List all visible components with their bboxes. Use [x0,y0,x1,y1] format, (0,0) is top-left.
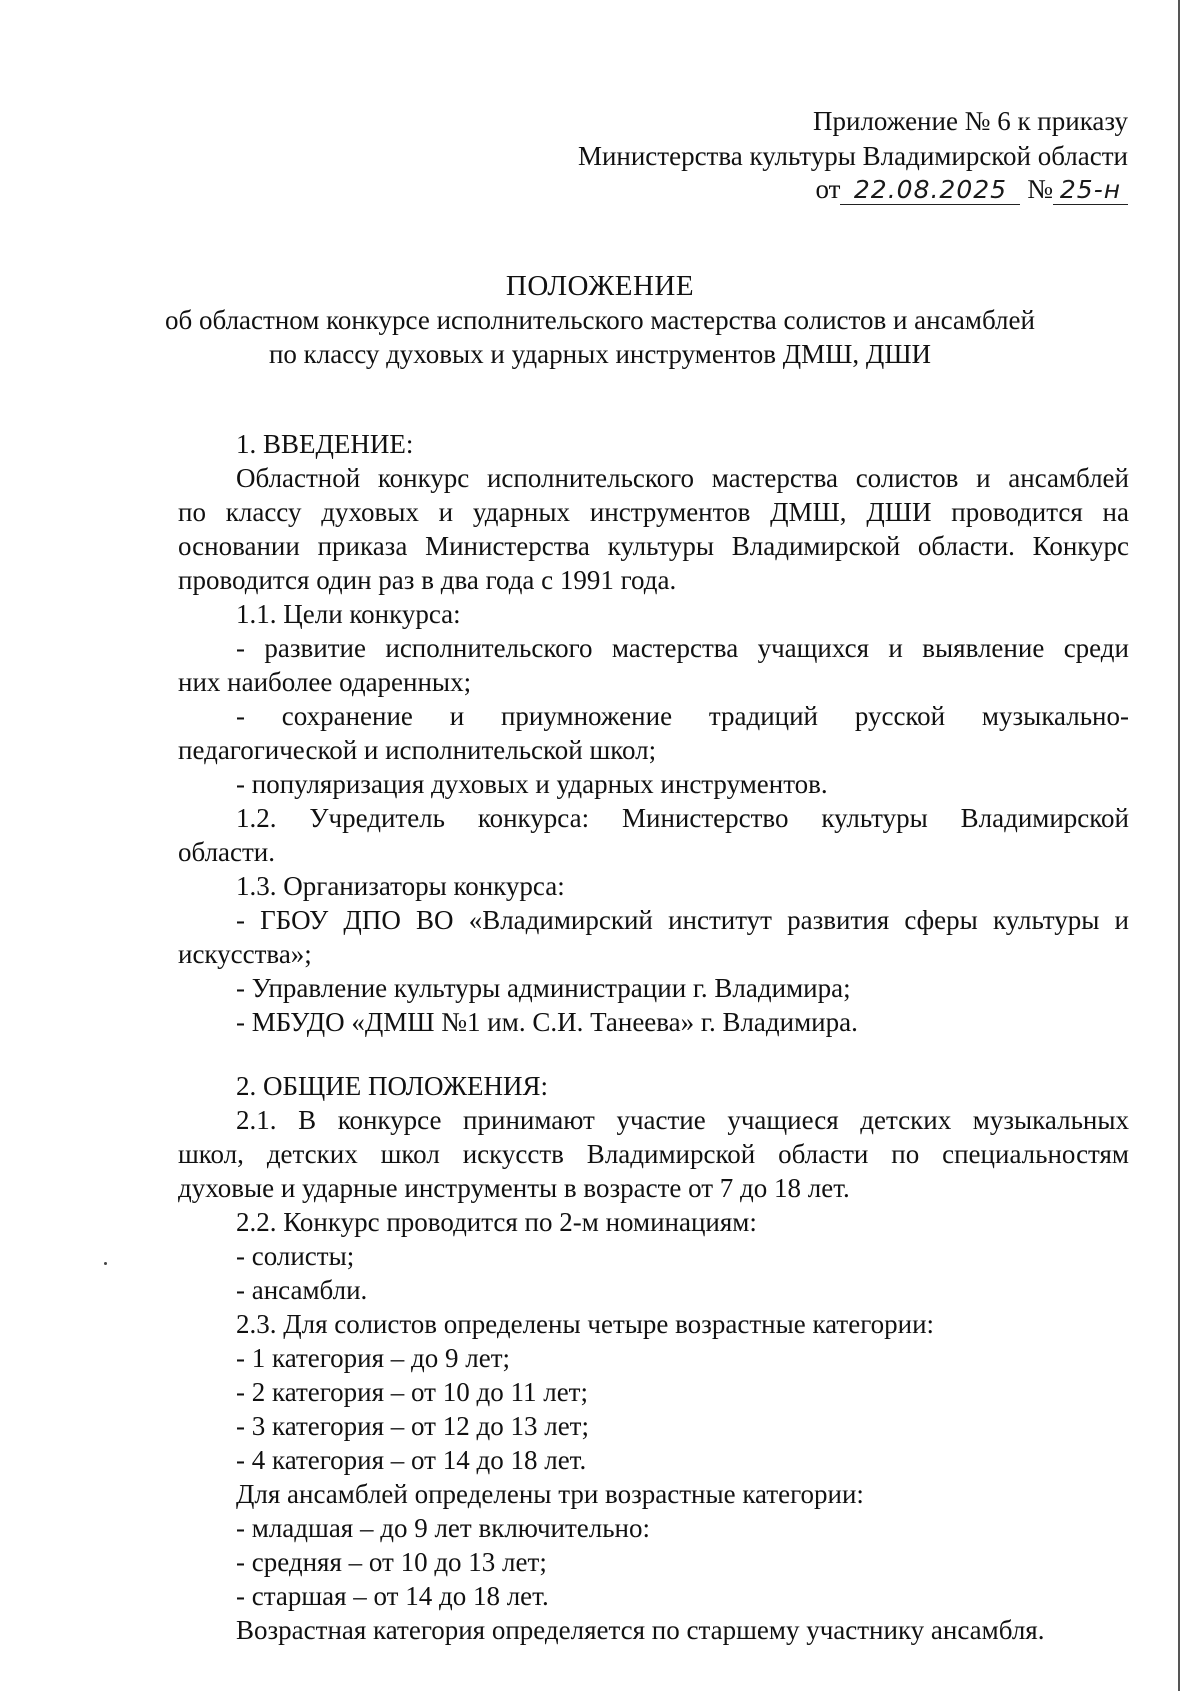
document-title: ПОЛОЖЕНИЕ [505,270,695,302]
intro-line-1: Областной конкурс исполнительского мастерства солистов и ансамблей [236,463,1129,493]
founder-line-2: области. [178,837,276,867]
category-3: - 3 категория – от 12 до 13 лет; [236,1411,589,1441]
from-label: от [815,174,841,204]
organizer-1-line-1: - ГБОУ ДПО ВО «Владимирский институт развития сферы культуры и [236,905,1129,935]
organizers-heading: 1.3. Организаторы конкурса: [236,871,565,901]
goal-2-line-2: педагогической и исполнительской школ; [178,735,657,765]
category-2: - 2 категория – от 10 до 11 лет; [236,1377,588,1407]
subtitle-line-2: по классу духовых и ударных инструментов ДМШ, ДШИ [268,339,932,369]
section-1-heading: 1. ВВЕДЕНИЕ: [236,429,414,459]
organizer-1-line-2: искусства»; [178,939,312,969]
ensemble-categories-heading: Для ансамблей определены три возрастные категории: [236,1479,864,1509]
organizer-2: - Управление культуры администрации г. Владимира; [236,973,851,1003]
ministry-line: Министерства культуры Владимирской области [577,141,1128,171]
nomination-ensembles: - ансамбли. [236,1275,368,1305]
intro-line-4: проводится один раз в два года с 1991 года. [178,565,677,595]
ensemble-junior: - младшая – до 9 лет включительно: [236,1513,650,1543]
scan-edge-line [1178,0,1180,1691]
order-date-number-line [0,173,1128,205]
p21-line-1: 2.1. В конкурсе принимают участие учащиеся детских музыкальных [236,1105,1129,1135]
intro-line-2: по классу духовых и ударных инструментов ДМШ, ДШИ проводится на [178,497,1129,527]
goal-1-line-2: них наиболее одаренных; [178,667,472,697]
handwritten-number: 25-н [1053,176,1128,205]
appendix-line: Приложение № 6 к приказу [813,106,1128,136]
intro-line-3: основании приказа Министерства культуры Владимирской области. Конкурс [178,531,1129,561]
category-1: - 1 категория – до 9 лет; [236,1343,511,1373]
category-4: - 4 категория – от 14 до 18 лет. [236,1445,587,1475]
age-category-note: Возрастная категория определяется по старшему участнику ансамбля. [236,1615,1045,1645]
section-2-heading: 2. ОБЩИЕ ПОЛОЖЕНИЯ: [236,1071,548,1101]
goals-heading: 1.1. Цели конкурса: [236,599,461,629]
nomination-soloists: - солисты; [236,1241,355,1271]
p21-line-3: духовые и ударные инструменты в возрасте от 7 до 18 лет. [178,1173,850,1203]
p23: 2.3. Для солистов определены четыре возрастные категории: [236,1309,935,1339]
founder-line-1: 1.2. Учредитель конкурса: Министерство культуры Владимирской [236,803,1129,833]
subtitle-line-1: об областном конкурсе исполнительского мастерства солистов и ансамблей [165,305,1035,335]
handwritten-date: 22.08.2025 [840,176,1020,205]
ensemble-senior: - старшая – от 14 до 18 лет. [236,1581,549,1611]
goal-3: - популяризация духовых и ударных инструментов. [236,769,828,799]
goal-1-line-1: - развитие исполнительского мастерства учащихся и выявление среди [236,633,1129,663]
goal-2-line-1: - сохранение и приумножение традиций русской музыкально- [236,701,1129,731]
number-label: № [1027,174,1053,204]
p21-line-2: школ, детских школ искусств Владимирской области по специальностям [178,1139,1129,1169]
ensemble-middle: - средняя – от 10 до 13 лет; [236,1547,547,1577]
scan-speck [104,1262,107,1265]
p22: 2.2. Конкурс проводится по 2-м номинациям: [236,1207,757,1237]
organizer-3: - МБУДО «ДМШ №1 им. С.И. Танеева» г. Владимира. [236,1007,858,1037]
